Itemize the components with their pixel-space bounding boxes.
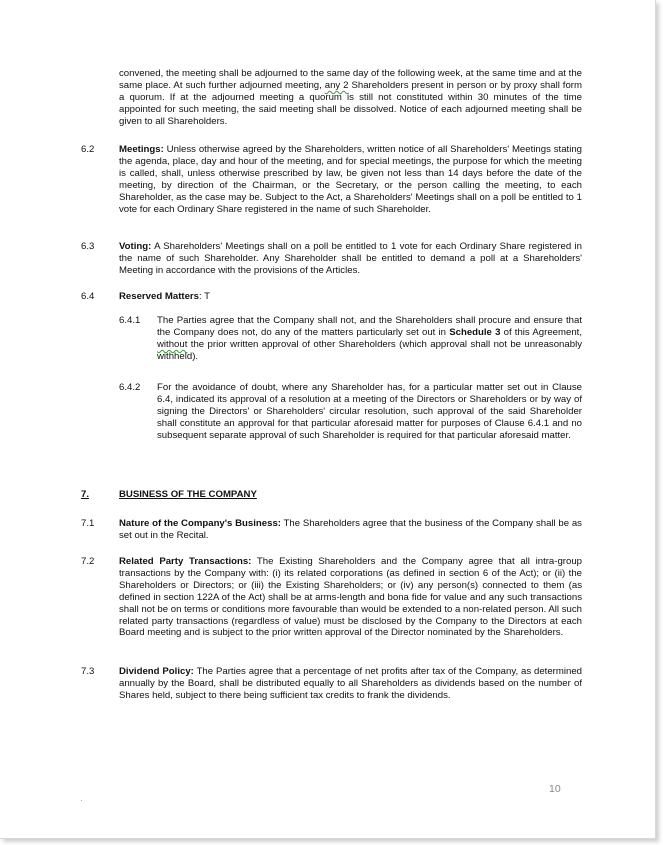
clause-7-3-number: 7.3 [81,666,95,677]
clause-6-4-1-text: The Parties agree that the Company shall not, and the Shareholders shall procure and ensure that the Company does not, do any of the matters particularly set out in [157,315,582,338]
clause-6-3-body [119,241,582,277]
clause-7-3-title: Dividend Policy: [119,666,194,677]
clause-6-3-title: Voting: [119,241,152,252]
clause-7-2-body [119,556,582,639]
spellcheck-flag: any 2 [324,79,349,91]
continuation-text-end: Shareholders present in person or by proxy shall form a quorum. If at the adjourned meeting a quorum is still not constituted within 30 minutes of the time appointed for such meeting, the said meeting shall be dissolved. Notice of each adjourned meeting shall be given to all Shareholders. [119,79,582,127]
clause-6-4-1-number: 6.4.1 [119,315,141,326]
clause-7-1-text: The Shareholders agree that the business of the Company shall be as set out in the Recital. [119,518,582,541]
section-7-title: BUSINESS OF THE COMPANY [119,489,257,500]
clause-7-2-number: 7.2 [81,556,95,567]
clause-7-3-text: The Parties agree that a percentage of net profits after tax of the Company, as determined annually by the Board, shall be distributed equally to all Shareholders as dividends based on the number of Shares held, subject to there being sufficient tax credits to frank the dividends. [119,666,582,701]
clause-6-2-text: Unless otherwise agreed by the Shareholders, written notice of all Shareholders' Meetings stating the agenda, place, day and hour of the meeting, and for special meetings, the purpose for which the meeting is called, shall, unless otherwise prescribed by law, be given not less than 14 days before the date of the meeting, by direction of the Chairman, or the Secretary, or the person calling the meeting, to each Shareholder, as the case may be. Subject to the Act, a Shareholders' Meetings shall on a poll be entitled to 1 vote for each Ordinary Share registered in the name of such Shareholder. [119,144,582,215]
section-7-number: 7. [81,489,90,500]
continuation-text: convened, the meeting shall be adjourned to the same day of the following week, at the same time and at the same place. At such further adjourned meeting, [119,68,582,91]
clause-6-4-title: Reserved Matters [119,291,199,302]
clause-7-2-text: The Existing Shareholders and the Company agree that all intra-group transactions by the Company with: (i) its related corporations (as defined in section 6 of the Act); or (ii) the Shareholders or Directors; or (iii) the Existing Shareholders; or (iv) any person(s) connected to them (as defined in section 122A of the Act) shall be at arms-length and bona fide for value and any such transactions shall not be on terms or conditions more favourable than would be extended to a non-related person. All such related party transactions (regardless of value) must be disclosed by the Company to the Directors at each Board meeting and is subject to the prior written approval of the Director nominated by the Shareholders. [119,556,582,639]
clause-6-4-text: : T [199,291,211,302]
clause-7-2-title: Related Party Transactions: [119,556,252,567]
clause-6-2-number: 6.2 [81,144,95,155]
clause-7-1-title: Nature of the Company's Business: [119,518,281,529]
clause-7-1-body [119,518,582,542]
clause-6-2-body [119,144,582,215]
clause-6-4-1-text-mid: of this Agreement, [500,326,582,338]
spellcheck-flag-without: without [157,338,188,350]
clause-6-4-2-number: 6.4.2 [119,382,141,393]
clause-6-2-title: Meetings: [119,144,164,155]
footer-mark [81,800,82,801]
page-number: 10 [549,783,561,795]
clause-7-3-body [119,666,582,702]
clause-6-4-number: 6.4 [81,291,95,302]
clause-6-4-2-body: For the avoidance of doubt, where any Shareholder has, for a particular matter set out in Clause 6.4, indicated its approval of a resolution at a meeting of the Directors or Shareholders or by way of signing the Directors' or Shareholders' circular resolution, such approval of the said Shareholder shall constitute an approval for that particular aforesaid matter for purposes of Clause 6.4.1 and no subsequent separate approval of such Shareholder is required for that particular aforesaid matter. [157,382,582,441]
clause-6-1-continuation [119,68,582,128]
clause-7-1-number: 7.1 [81,518,95,529]
clause-6-4-1-body [157,315,582,363]
clause-6-4-1-text-end: the prior written approval of other Shareholders (which approval shall not be unreasonably withheld). [157,338,582,362]
schedule-reference: Schedule 3 [449,326,501,338]
clause-6-3-text: A Shareholders' Meetings shall on a poll be entitled to 1 vote for each Ordinary Share registered in the name of such Shareholder. Any Shareholder shall be entitled to demand a poll at a Shareholders' Meeting in accordance with the provisions of the Articles. [119,241,582,276]
clause-6-4-body [119,291,582,303]
clause-6-3-number: 6.3 [81,241,95,252]
